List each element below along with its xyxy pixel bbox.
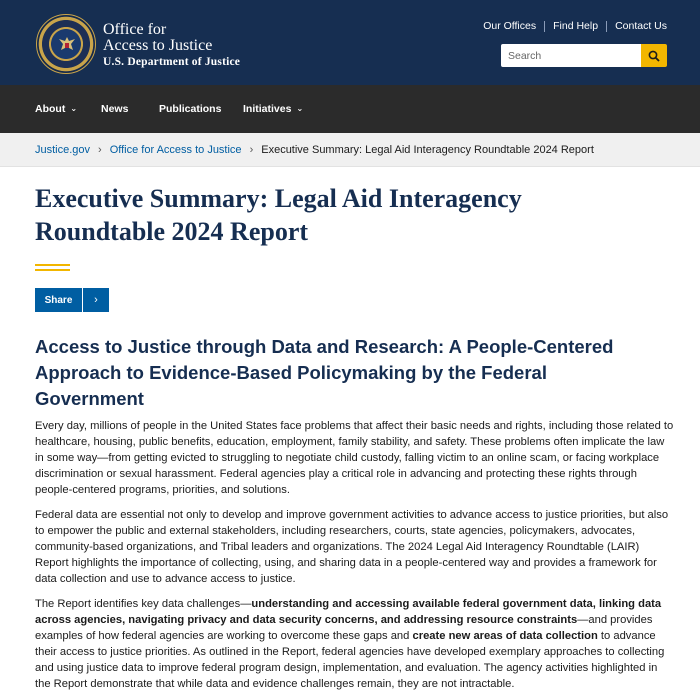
search-button[interactable] <box>641 44 667 67</box>
utility-links <box>483 20 667 32</box>
text-run: to advance their access to justice priorities. As outlined in the Report, federal agencies have developed exemplary approaches to collecting and using justice data to improve federal program design, implementation, and evaluation. The agency activities highlighted in the Report demonstrate that while data and evidence challenges remain, they are not intractable. <box>35 630 665 690</box>
text-run: The Report identifies key data challenges— <box>35 598 252 610</box>
doj-seal-logo[interactable] <box>36 14 96 74</box>
breadcrumb-link-justice-gov[interactable]: Justice.gov <box>35 144 91 156</box>
breadcrumb-current: Executive Summary: Legal Aid Interagency Roundtable 2024 Report <box>261 144 594 156</box>
our-offices-link[interactable]: Our Offices <box>483 20 537 32</box>
chevron-down-icon: ⌄ <box>70 104 78 113</box>
brand-line-1: Office for <box>103 21 167 38</box>
section-heading: Access to Justice through Data and Research: A People-Centered Approach to Evidence-Based Policymaking by the Federal Government <box>35 336 614 409</box>
chevron-right-icon: › <box>83 288 109 312</box>
search-icon <box>648 50 660 62</box>
contact-us-link[interactable]: Contact Us <box>615 20 667 32</box>
nav-item-about[interactable] <box>35 85 77 133</box>
bold-text-run: create new areas of data collection <box>412 630 598 642</box>
search-input[interactable] <box>501 44 641 67</box>
nav-label: Publications <box>159 103 222 115</box>
eagle-icon <box>56 34 78 56</box>
brand-line-3: U.S. Department of Justice <box>103 56 241 68</box>
main-navigation <box>0 85 700 133</box>
body-paragraph <box>35 596 675 692</box>
nav-label: News <box>101 103 129 115</box>
breadcrumb-link-office[interactable]: Office for Access to Justice <box>109 144 242 156</box>
chevron-right-icon: › <box>249 144 254 156</box>
share-button[interactable] <box>35 288 109 312</box>
title-underline-decoration <box>35 264 70 271</box>
divider <box>606 21 607 32</box>
site-header <box>0 0 700 85</box>
nav-label: Initiatives <box>243 103 292 115</box>
brand-line-2: Access to Justice <box>103 37 213 54</box>
divider <box>544 21 545 32</box>
find-help-link[interactable]: Find Help <box>553 20 599 32</box>
share-label: Share <box>35 288 82 312</box>
page-title: Executive Summary: Legal Aid Interagency Roundtable 2024 Report <box>35 184 522 246</box>
text-run: —and provides examples of how federal agencies are working to overcome these gaps and <box>35 614 653 642</box>
nav-label: About <box>35 103 66 115</box>
site-brand[interactable] <box>103 22 240 70</box>
nav-item-publications[interactable] <box>159 85 221 133</box>
breadcrumb <box>0 133 700 167</box>
bold-text-run: understanding and accessing available federal government data, linking data across agencies, navigating privacy and data security concerns, and addressing resource constraints <box>35 598 662 626</box>
search-form <box>501 44 667 67</box>
nav-item-initiatives[interactable] <box>243 85 303 133</box>
body-paragraph: Federal data are essential not only to develop and improve government activities to advance access to justice priorities, but also to empower the public and external stakeholders, including researchers, courts, state agencies, policymakers, advocates, community-based organizations, and Tribal leaders and organizations. The 2024 Legal Aid Interagency Roundtable (LAIR) Report highlights the importance of collecting, using, and sharing data in a people-centered way and provides a framework for data collection and use to advance access to justice. <box>35 509 669 585</box>
chevron-right-icon: › <box>98 144 102 156</box>
nav-item-news[interactable] <box>101 85 128 133</box>
chevron-down-icon: ⌄ <box>296 104 304 113</box>
body-paragraph: Every day, millions of people in the United States face problems that affect their basic needs and rights, including those related to healthcare, housing, public benefits, education, employment, family stability, and safety. These problems often implicate the law in some way—from getting evicted to struggling to negotiate child custody, falling victim to an online scam, or facing workplace discrimination or sexual harassment. Federal agencies play a critical role in advancing and protecting these rights through people-centered programs, priorities, and solutions. <box>35 420 674 496</box>
